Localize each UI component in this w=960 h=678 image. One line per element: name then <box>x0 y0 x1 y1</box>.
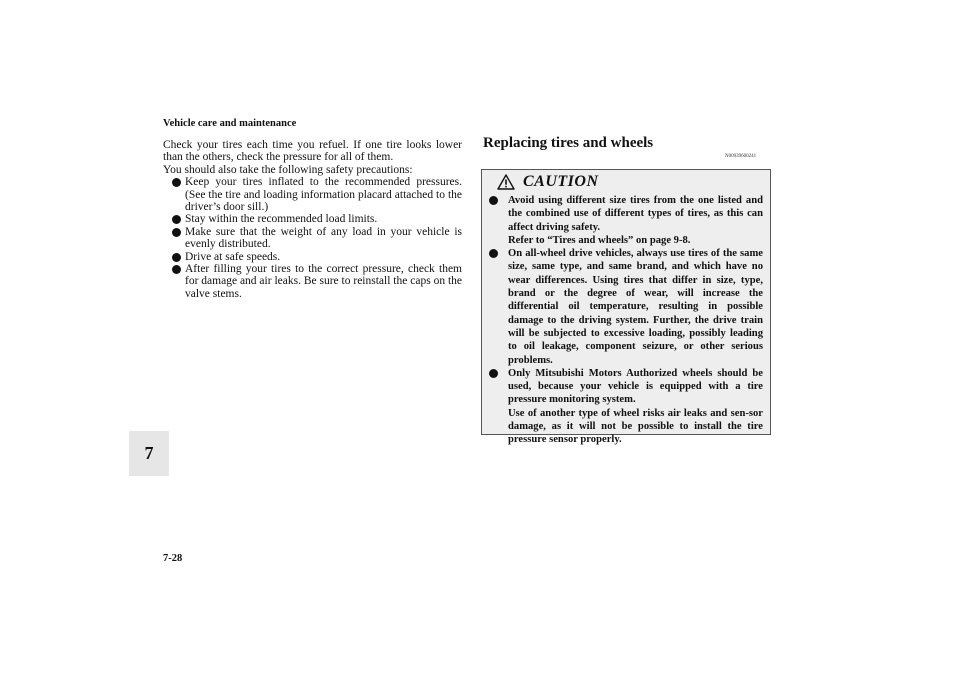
caution-item-note: Use of another type of wheel risks air leaks and sen-sor damage, as it will not be possible to install the tire pressure sensor properly. <box>508 407 763 446</box>
bullet-icon <box>489 196 498 205</box>
caution-item-text: On all-wheel drive vehicles, always use tires of the same size, same type, and same brand, and which have no wear differences. Using tires that differ in size, type, brand or the degree of wear, will increase the differential oil temperature, resulting in possible damage to the driving system. Further, the drive train will be subjected to excessive loading, possibly leading to oil leakage, component seizure, or other serious problems. <box>508 248 763 366</box>
left-column <box>163 139 462 300</box>
list-item-text: Stay within the recommended load limits. <box>185 213 378 226</box>
caution-item <box>508 247 763 367</box>
running-header: Vehicle care and maintenance <box>163 118 297 129</box>
precautions-list <box>163 176 462 300</box>
caution-item <box>508 194 763 247</box>
section-code: N00939600241 <box>725 154 757 159</box>
list-item-text: After filling your tires to the correct pressure, check them for damage and air leaks. Be sure to reinstall the caps on the valve stems. <box>185 263 462 300</box>
list-item <box>185 263 462 300</box>
bullet-icon <box>172 228 181 237</box>
list-item-text: Make sure that the weight of any load in your vehicle is evenly distributed. <box>185 225 462 251</box>
list-item <box>185 251 462 263</box>
caution-title: CAUTION <box>523 173 599 190</box>
list-item <box>185 226 462 251</box>
caution-item <box>508 367 763 447</box>
caution-header <box>482 170 770 194</box>
precautions-intro: You should also take the following safety precautions: <box>163 163 413 176</box>
bullet-icon <box>172 265 181 274</box>
bullet-icon <box>489 369 498 378</box>
bullet-icon <box>172 215 181 224</box>
caution-box <box>481 169 771 446</box>
list-item <box>185 176 462 213</box>
page-number: 7-28 <box>163 553 183 564</box>
bullet-icon <box>172 253 181 262</box>
bullet-icon <box>172 178 181 187</box>
list-item-text: Drive at safe speeds. <box>185 250 281 263</box>
warning-triangle-icon <box>497 174 515 190</box>
chapter-tab: 7 <box>129 431 169 476</box>
intro-paragraph: Check your tires each time you refuel. If one tire looks lower than the others, check the pressure for all of them. <box>163 139 462 164</box>
caution-item-text: Only Mitsubishi Motors Authorized wheels should be used, because your vehicle is equipped with a tire pressure monitoring system. <box>508 367 763 406</box>
section-title: Replacing tires and wheels <box>483 135 654 151</box>
list-item-text: Keep your tires inflated to the recommended pressures. (See the tire and loading information placard attached to the driver’s door sill.) <box>185 176 462 214</box>
bullet-icon <box>489 249 498 258</box>
caution-item-reference: Refer to “Tires and wheels” on page 9-8. <box>508 234 691 246</box>
caution-item-text: Avoid using different size tires from the one listed and the combined use of different types of tires, as this can affect driving safety. <box>508 195 763 233</box>
caution-list <box>482 194 770 447</box>
list-item <box>185 213 462 225</box>
